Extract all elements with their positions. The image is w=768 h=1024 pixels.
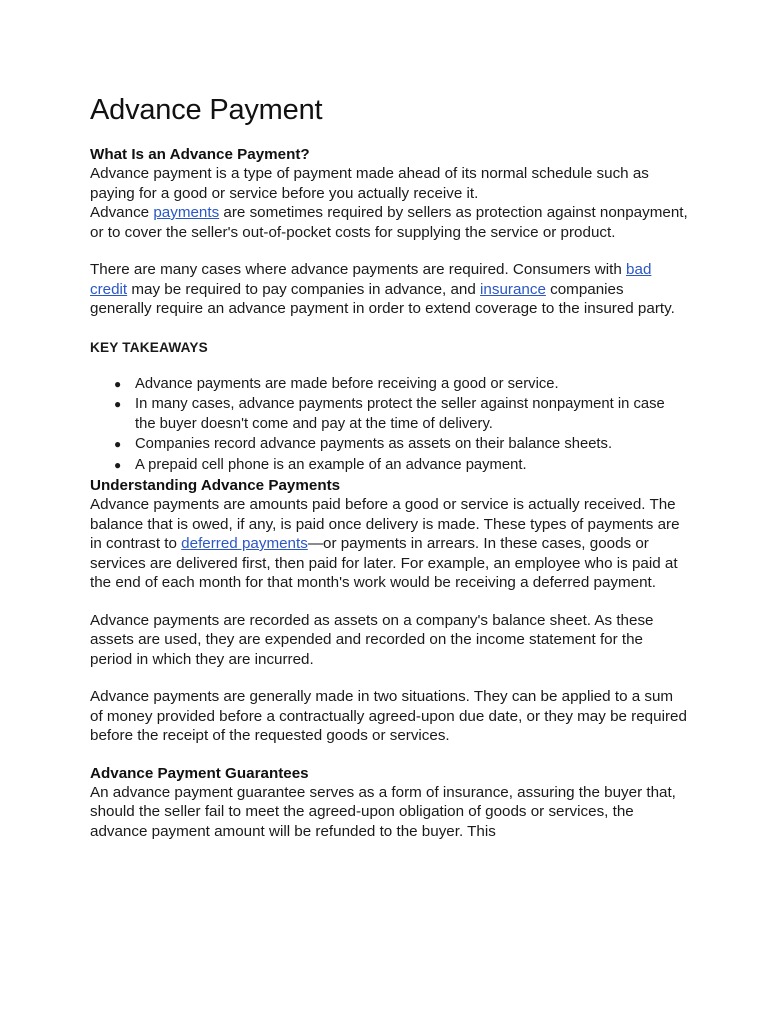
list-item-text: In many cases, advance payments protect the seller against nonpayment in case the buyer doesn't come and pay at the time of delivery.	[135, 396, 665, 432]
text-run: may be required to pay companies in advance, and	[127, 280, 481, 298]
bullet-icon: ●	[114, 437, 122, 451]
list-item-text: Companies record advance payments as assets on their balance sheets.	[135, 436, 613, 452]
key-takeaways-list	[90, 375, 688, 476]
key-takeaways-heading: KEY TAKEAWAYS	[90, 339, 208, 355]
section-heading-what-is: What Is an Advance Payment?	[90, 146, 310, 163]
bullet-icon: ●	[114, 376, 122, 391]
spacer	[90, 319, 688, 340]
page-title: Advance Payment	[90, 94, 323, 126]
text-run: are sometimes required by sellers as protection against nonpayment, or to cover the seller's out-of-pocket costs for supplying the service or product.	[90, 204, 688, 241]
paragraph-guarantee: An advance payment guarantee serves as a form of insurance, assuring the buyer that, should the seller fail to meet the agreed-upon obligation of goods or services, the advance payment amount will be refunded to the buyer. This	[90, 783, 676, 840]
list-item	[90, 375, 688, 395]
spacer	[90, 593, 688, 611]
bullet-icon: ●	[114, 397, 122, 411]
list-item	[90, 395, 688, 434]
paragraph-situations: Advance payments are generally made in two situations. They can be applied to a sum of money provided before a contractually agreed-upon due date, or they may be required before the receipt of the requested goods or services.	[90, 688, 687, 744]
spacer	[90, 242, 688, 260]
text-run: companies generally require an advance payment in order to extend coverage to the insured party.	[90, 280, 675, 317]
section-heading-understanding: Understanding Advance Payments	[90, 477, 341, 494]
list-item	[90, 435, 688, 455]
paragraph-sellers	[90, 203, 688, 242]
section-heading-guarantees: Advance Payment Guarantees	[90, 764, 309, 782]
link-bad-credit[interactable]: bad credit	[90, 261, 652, 298]
bullet-icon: ●	[114, 457, 122, 472]
text-run: There are many cases where advance payments are required. Consumers with	[90, 261, 627, 278]
paragraph-assets: Advance payments are recorded as assets on a company's balance sheet. As these assets are used, they are expended and recorded on the income statement for the period in which they are incurred.	[90, 611, 654, 668]
text-run: Advance payments are amounts paid before a good or service is actually received. The balance that is owed, if any, is paid once delivery is made. These types of payments are in contrast to	[90, 496, 680, 552]
text-run: Advance	[90, 204, 154, 221]
link-deferred-payments[interactable]: deferred payments	[181, 535, 308, 552]
link-payments[interactable]: payments	[153, 204, 220, 221]
link-insurance[interactable]: insurance	[480, 280, 546, 298]
paragraph-cases	[90, 260, 688, 319]
paragraph-definition: Advance payment is a type of payment made ahead of its normal schedule such as paying for a good or service before you actually receive it.	[90, 165, 649, 202]
paragraph-amounts	[90, 495, 688, 593]
spacer	[90, 746, 688, 764]
spacer	[90, 669, 688, 687]
list-item-text: Advance payments are made before receiving a good or service.	[135, 375, 559, 392]
text-run: —or payments in arrears. In these cases, goods or services are delivered first, then paid for later. For example, an employee who is paid at the end of each month for that month's work would be receiving a deferred payment.	[90, 535, 678, 591]
list-item-text: A prepaid cell phone is an example of an advance payment.	[135, 456, 527, 473]
list-item	[90, 456, 688, 476]
